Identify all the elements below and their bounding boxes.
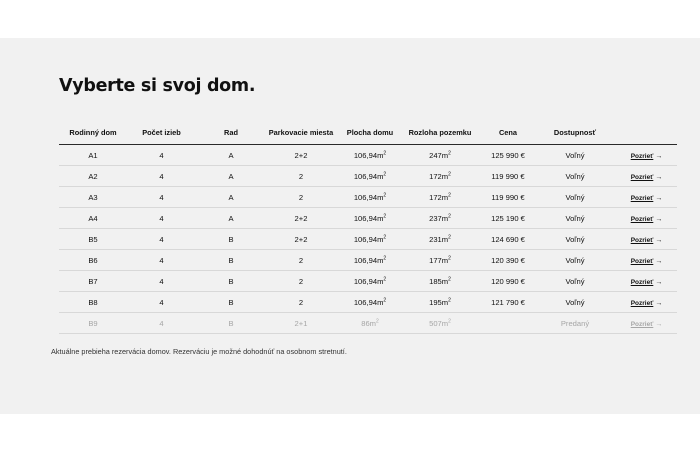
area-value: 507: [429, 318, 442, 328]
view-link-label: Pozrieť: [630, 152, 654, 160]
house-cell: B9: [59, 313, 127, 334]
view-link-label: Pozrieť: [630, 320, 654, 328]
house-cell: A2: [59, 166, 127, 187]
house-area-cell: [336, 208, 404, 229]
action-cell: [610, 313, 677, 334]
arrow-right-icon: →: [655, 236, 663, 244]
row-cell: A: [196, 166, 266, 187]
area-exponent: 2: [448, 149, 451, 156]
area-unit: m: [377, 171, 384, 181]
action-cell: [610, 229, 677, 250]
status-cell: Voľný: [540, 271, 610, 292]
area-exponent: 2: [383, 296, 387, 303]
area-exponent: 2: [448, 212, 451, 219]
arrow-right-icon: →: [655, 257, 663, 265]
area-value: 231: [429, 234, 442, 244]
row-cell: A: [196, 187, 266, 208]
view-link-label: Pozrieť: [630, 278, 654, 286]
area-unit: m: [441, 150, 449, 160]
action-cell: [610, 187, 677, 208]
area-value: 106,94: [353, 234, 378, 244]
arrow-right-icon: →: [655, 194, 663, 202]
view-house-link[interactable]: [631, 279, 663, 286]
column-header-house: Rodinný dom: [59, 121, 127, 145]
status-cell: Voľný: [540, 250, 610, 271]
house-cell: B5: [59, 229, 127, 250]
area-unit: m: [377, 234, 384, 244]
price-cell: 124 690 €: [476, 229, 540, 250]
plot-area-cell: [404, 229, 476, 250]
rooms-cell: 4: [127, 145, 196, 166]
area-value: 177: [429, 255, 442, 265]
house-cell: A1: [59, 145, 127, 166]
house-cell: A3: [59, 187, 127, 208]
price-cell: 119 990 €: [476, 166, 540, 187]
view-house-link[interactable]: [631, 258, 663, 265]
parking-cell: 2+2: [266, 229, 336, 250]
column-header-action: [610, 121, 677, 145]
house-area-cell: [336, 271, 404, 292]
arrow-right-icon: →: [655, 215, 663, 223]
arrow-right-icon: →: [655, 278, 663, 286]
table-row: [59, 313, 677, 334]
table-row: [59, 271, 677, 292]
area-unit: m: [377, 297, 384, 307]
plot-area-cell: [404, 292, 476, 313]
view-house-link[interactable]: [631, 174, 663, 181]
area-value: 106,94: [353, 255, 378, 265]
area-exponent: 2: [448, 233, 451, 240]
plot-area-cell: [404, 187, 476, 208]
area-value: 106,94: [353, 150, 378, 160]
view-house-link[interactable]: [631, 321, 663, 328]
plot-area-cell: [404, 166, 476, 187]
view-house-link[interactable]: [631, 153, 663, 160]
arrow-right-icon: →: [655, 299, 663, 307]
action-cell: [610, 271, 677, 292]
area-exponent: 2: [448, 170, 451, 177]
row-cell: A: [196, 208, 266, 229]
area-unit: m: [441, 276, 449, 286]
area-exponent: 2: [448, 275, 451, 282]
reservation-note: Aktuálne prebieha rezervácia domov. Rezerváciu je možné dohodnúť na osobnom stretnutí.: [51, 347, 347, 356]
status-cell: Predaný: [540, 313, 610, 334]
column-header-house-area: Plocha domu: [336, 121, 404, 145]
view-link-label: Pozrieť: [630, 215, 654, 223]
area-unit: m: [377, 192, 384, 202]
area-value: 185: [429, 276, 442, 286]
area-unit: m: [441, 192, 449, 202]
area-unit: m: [441, 171, 449, 181]
house-area-cell: [336, 250, 404, 271]
page-title: Vyberte si svoj dom.: [59, 76, 256, 96]
area-value: 237: [429, 213, 442, 223]
action-cell: [610, 145, 677, 166]
price-cell: 120 990 €: [476, 271, 540, 292]
area-unit: m: [441, 234, 449, 244]
parking-cell: 2+2: [266, 208, 336, 229]
table-row: [59, 250, 677, 271]
house-cell: B7: [59, 271, 127, 292]
parking-cell: 2: [266, 250, 336, 271]
parking-cell: 2: [266, 166, 336, 187]
area-unit: m: [441, 297, 449, 307]
parking-cell: 2+2: [266, 145, 336, 166]
area-value: 195: [429, 297, 442, 307]
area-unit: m: [369, 318, 376, 328]
rooms-cell: 4: [127, 208, 196, 229]
area-value: 106,94: [353, 213, 378, 223]
rooms-cell: 4: [127, 229, 196, 250]
table-row: [59, 187, 677, 208]
area-exponent: 2: [448, 254, 451, 261]
rooms-cell: 4: [127, 166, 196, 187]
area-value: 106,94: [353, 171, 378, 181]
house-cell: B8: [59, 292, 127, 313]
area-exponent: 2: [448, 191, 451, 198]
area-exponent: 2: [383, 233, 387, 240]
view-link-label: Pozrieť: [630, 299, 654, 307]
area-unit: m: [377, 150, 384, 160]
price-cell: 125 190 €: [476, 208, 540, 229]
area-exponent: 2: [383, 170, 387, 177]
houses-table: [59, 121, 677, 334]
price-cell: 121 790 €: [476, 292, 540, 313]
table-header-row: [59, 121, 677, 145]
house-area-cell: [336, 187, 404, 208]
rooms-cell: 4: [127, 292, 196, 313]
action-cell: [610, 292, 677, 313]
area-exponent: 2: [383, 254, 387, 261]
area-unit: m: [377, 213, 384, 223]
area-unit: m: [377, 276, 384, 286]
arrow-right-icon: →: [655, 173, 663, 181]
house-area-cell: [336, 166, 404, 187]
row-cell: A: [196, 145, 266, 166]
plot-area-cell: [404, 208, 476, 229]
view-house-link[interactable]: [631, 216, 663, 223]
view-house-link[interactable]: [631, 195, 663, 202]
plot-area-cell: [404, 271, 476, 292]
rooms-cell: 4: [127, 271, 196, 292]
parking-cell: 2: [266, 271, 336, 292]
area-exponent: 2: [448, 296, 451, 303]
view-link-label: Pozrieť: [630, 173, 654, 181]
price-cell: 120 390 €: [476, 250, 540, 271]
status-cell: Voľný: [540, 187, 610, 208]
area-exponent: 2: [376, 317, 379, 324]
area-exponent: 2: [448, 317, 451, 324]
house-area-cell: [336, 313, 404, 334]
column-header-row: Rad: [196, 121, 266, 145]
plot-area-cell: [404, 250, 476, 271]
row-cell: B: [196, 271, 266, 292]
house-area-cell: [336, 292, 404, 313]
status-cell: Voľný: [540, 166, 610, 187]
area-value: 106,94: [353, 192, 378, 202]
price-cell: 119 990 €: [476, 187, 540, 208]
arrow-right-icon: →: [655, 320, 663, 328]
area-value: 172: [429, 192, 442, 202]
table-row: [59, 229, 677, 250]
house-area-cell: [336, 145, 404, 166]
price-cell: [476, 313, 540, 334]
area-exponent: 2: [383, 191, 387, 198]
area-unit: m: [441, 255, 449, 265]
table-row: [59, 292, 677, 313]
arrow-right-icon: →: [655, 152, 663, 160]
area-value: 106,94: [353, 276, 378, 286]
parking-cell: 2: [266, 292, 336, 313]
column-header-plot-area: Rozloha pozemku: [404, 121, 476, 145]
plot-area-cell: [404, 313, 476, 334]
table-row: [59, 166, 677, 187]
table-row: [59, 208, 677, 229]
view-house-link[interactable]: [631, 237, 663, 244]
column-header-price: Cena: [476, 121, 540, 145]
area-exponent: 2: [383, 212, 387, 219]
rooms-cell: 4: [127, 313, 196, 334]
table-row: [59, 145, 677, 166]
area-value: 172: [429, 171, 442, 181]
row-cell: B: [196, 229, 266, 250]
action-cell: [610, 166, 677, 187]
area-value: 247: [429, 150, 442, 160]
area-value: 106,94: [353, 297, 378, 307]
view-link-label: Pozrieť: [630, 236, 654, 244]
row-cell: B: [196, 292, 266, 313]
area-unit: m: [441, 213, 449, 223]
row-cell: B: [196, 313, 266, 334]
rooms-cell: 4: [127, 187, 196, 208]
area-unit: m: [441, 318, 449, 328]
plot-area-cell: [404, 145, 476, 166]
rooms-cell: 4: [127, 250, 196, 271]
house-cell: A4: [59, 208, 127, 229]
area-unit: m: [377, 255, 384, 265]
view-link-label: Pozrieť: [630, 257, 654, 265]
price-cell: 125 990 €: [476, 145, 540, 166]
status-cell: Voľný: [540, 208, 610, 229]
area-value: 86: [361, 318, 370, 328]
area-exponent: 2: [383, 275, 387, 282]
view-link-label: Pozrieť: [630, 194, 654, 202]
row-cell: B: [196, 250, 266, 271]
status-cell: Voľný: [540, 292, 610, 313]
parking-cell: 2: [266, 187, 336, 208]
column-header-rooms: Počet izieb: [127, 121, 196, 145]
column-header-availability: Dostupnosť: [540, 121, 610, 145]
column-header-parking: Parkovacie miesta: [266, 121, 336, 145]
status-cell: Voľný: [540, 229, 610, 250]
house-cell: B6: [59, 250, 127, 271]
action-cell: [610, 250, 677, 271]
status-cell: Voľný: [540, 145, 610, 166]
house-area-cell: [336, 229, 404, 250]
area-exponent: 2: [383, 149, 387, 156]
parking-cell: 2+1: [266, 313, 336, 334]
view-house-link[interactable]: [631, 300, 663, 307]
action-cell: [610, 208, 677, 229]
